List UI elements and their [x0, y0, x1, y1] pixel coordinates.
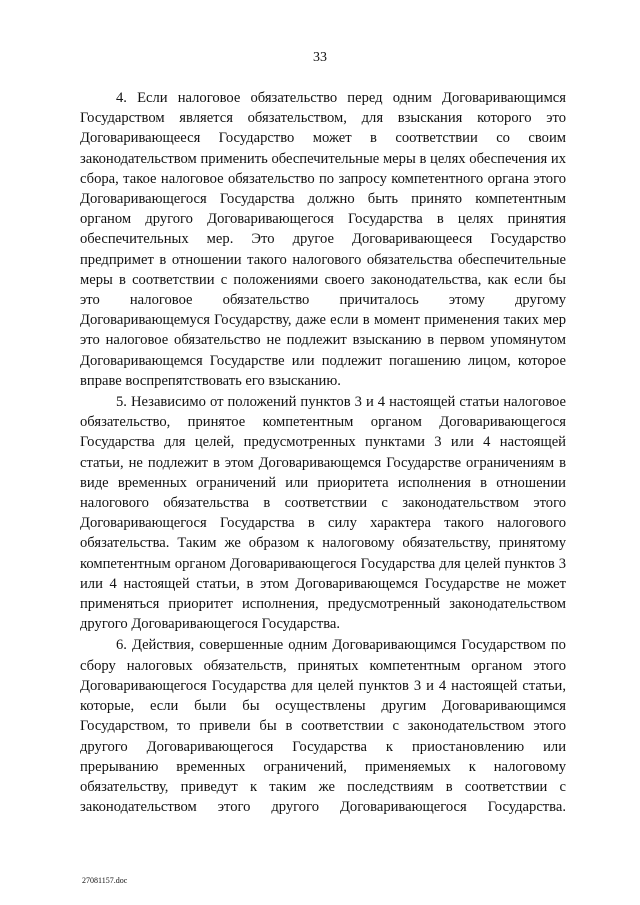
- paragraph-6: [80, 635, 566, 817]
- document-filename: 27081157.doc: [82, 876, 128, 885]
- paragraph-4: [80, 88, 566, 391]
- document-body: [80, 88, 566, 817]
- paragraph-text: Если налоговое обязательство перед одним Договаривающимся Государством является обязательством, для взыскания которого это Договаривающееся Государство может в соответствии со своим законодательством применить обеспечительные меры в целях обеспечения их сбора, такое налоговое обязательство по запросу компетентного органа этого Договаривающегося Государства должно быть принято компетентным органом другого Договаривающегося Государства в целях принятия обеспечительных мер. Это другое Договаривающееся Государство предпримет в отношении такого налогового обязательства обеспечительные меры в соответствии с положениями своего законодательства, как если бы это налоговое обязательство причиталось этому другому Договаривающемуся Государству, даже если в момент применения таких мер это налоговое обязательство не подлежит взысканию в первом упомянутом Договаривающемся Государстве или подлежит погашению лицом, которое вправе воспрепятствовать его взысканию.: [80, 90, 566, 389]
- page-number: 33: [313, 50, 327, 65]
- paragraph-text: Независимо от положений пунктов 3 и 4 настоящей статьи налоговое обязательство, принятое компетентным органом Договаривающегося Государства для целей, предусмотренных пунктами 3 или 4 настоящей статьи, не подлежит в этом Договаривающемся Государстве ограничениям в виде временных ограничений или приоритета исполнения в отношении налогового обязательства в соответствии с законодательством этого Договаривающегося Государства в силу характера такого налогового обязательства. Таким же образом к налоговому обязательству, принятому компетентным органом Договаривающегося Государства для целей пунктов 3 или 4 настоящей статьи, в этом Договаривающемся Государстве не может применяться приоритет исполнения, предусмотренный законодательством другого Договаривающегося Государства.: [80, 394, 566, 633]
- paragraph-number: 6.: [116, 637, 127, 654]
- paragraph-text: Действия, совершенные одним Договаривающимся Государством по сбору налоговых обязательств, принятых компетентным органом этого Договаривающегося Государства для целей пунктов 3 и 4 настоящей статьи, которые, если были бы осуществлены другим Договаривающимся Государством, то привели бы в соответствии с законодательством этого другого Договаривающегося Государства к приостановлению или прерыванию временных ограничений, применяемых к налоговому обязательству, приведут к таким же последствиям в соответствии с законодательством этого другого Договаривающегося Государства.: [80, 637, 566, 816]
- paragraph-number: 5.: [116, 394, 127, 411]
- paragraph-number: 4.: [116, 90, 127, 106]
- paragraph-5: [80, 392, 566, 634]
